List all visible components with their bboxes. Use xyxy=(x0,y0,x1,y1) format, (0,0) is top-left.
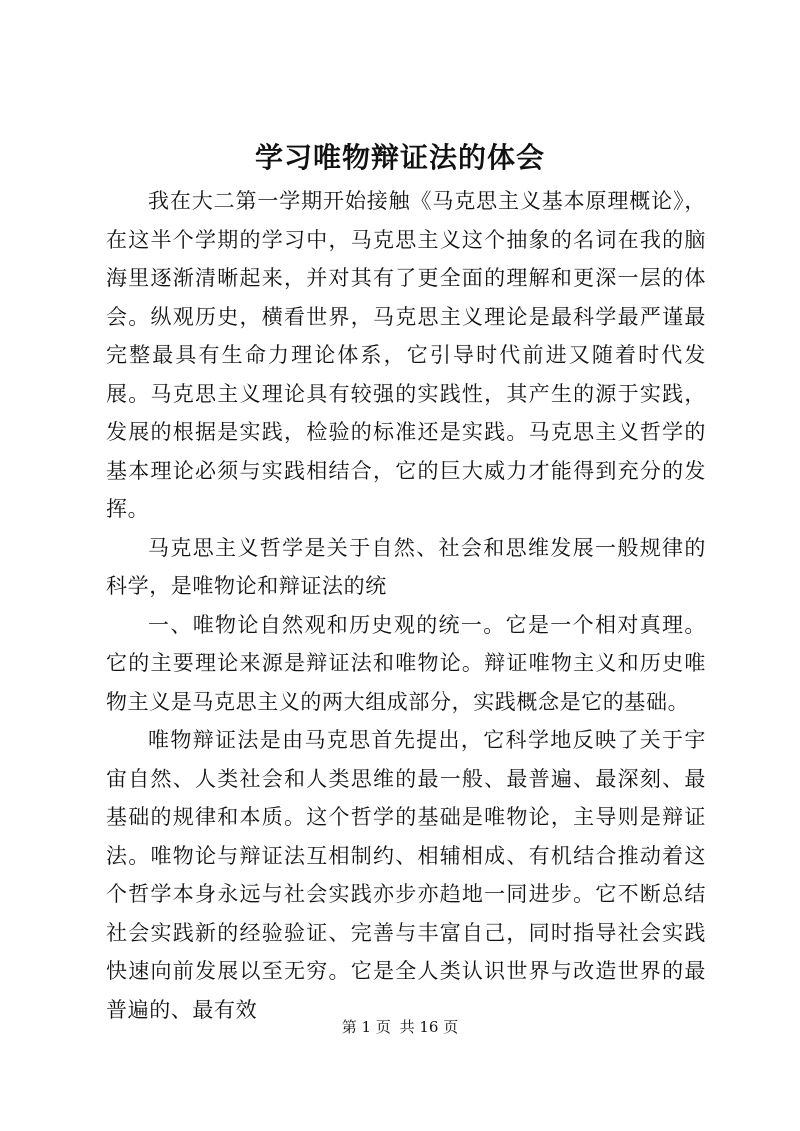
paragraph-intro: 我在大二第一学期开始接触《马克思主义基本原理概论》，在这半个学期的学习中，马克思主义这个抽象的名词在我的脑海里逐渐清晰起来，并对其有了更全面的理解和更深一层的体会。纵观历史，横看世界，马克思主义理论是最科学最严谨最完整最具有生命力理论体系，它引导时代前进又随着时代发展。马克思主义理论具有较强的实践性，其产生的源于实践，发展的根据是实践，检验的标准还是实践。马克思主义哲学的基本理论必须与实践相结合，它的巨大威力才能得到充分的发挥。 xyxy=(106,189,706,521)
page-total: 共 16 页 xyxy=(399,1018,459,1036)
paragraph-dialectics: 唯物辩证法是由马克思首先提出，它科学地反映了关于宇宙自然、人类社会和人类思维的最一般、最普遍、最深刻、最基础的规律和本质。这个哲学的基础是唯物论，主导则是辩证法。唯物论与辩证法互相制约、相辅相成、有机结合推动着这个哲学本身永远与社会实践亦步亦趋地一同进步。它不断总结社会实践新的经验验证、完善与丰富自己，同时指导社会实践快速向前发展以至无穷。它是全人类认识世界与改造世界的最普遍的、最有效 xyxy=(106,728,706,1022)
document-title: 学习唯物辩证法的体会 xyxy=(254,141,545,174)
page-number: 第 1 页 xyxy=(341,1018,391,1036)
page-footer xyxy=(0,1017,800,1037)
paragraph-unity: 一、唯物论自然观和历史观的统一。它是一个相对真理。它的主要理论来源是辩证法和唯物论。辩证唯物主义和历史唯物主义是马克思主义的两大组成部分，实践概念是它的基础。 xyxy=(106,612,706,714)
paragraph-philosophy: 马克思主义哲学是关于自然、社会和思维发展一般规律的科学，是唯物论和辩证法的统 xyxy=(106,535,706,598)
document-body xyxy=(106,182,706,1029)
